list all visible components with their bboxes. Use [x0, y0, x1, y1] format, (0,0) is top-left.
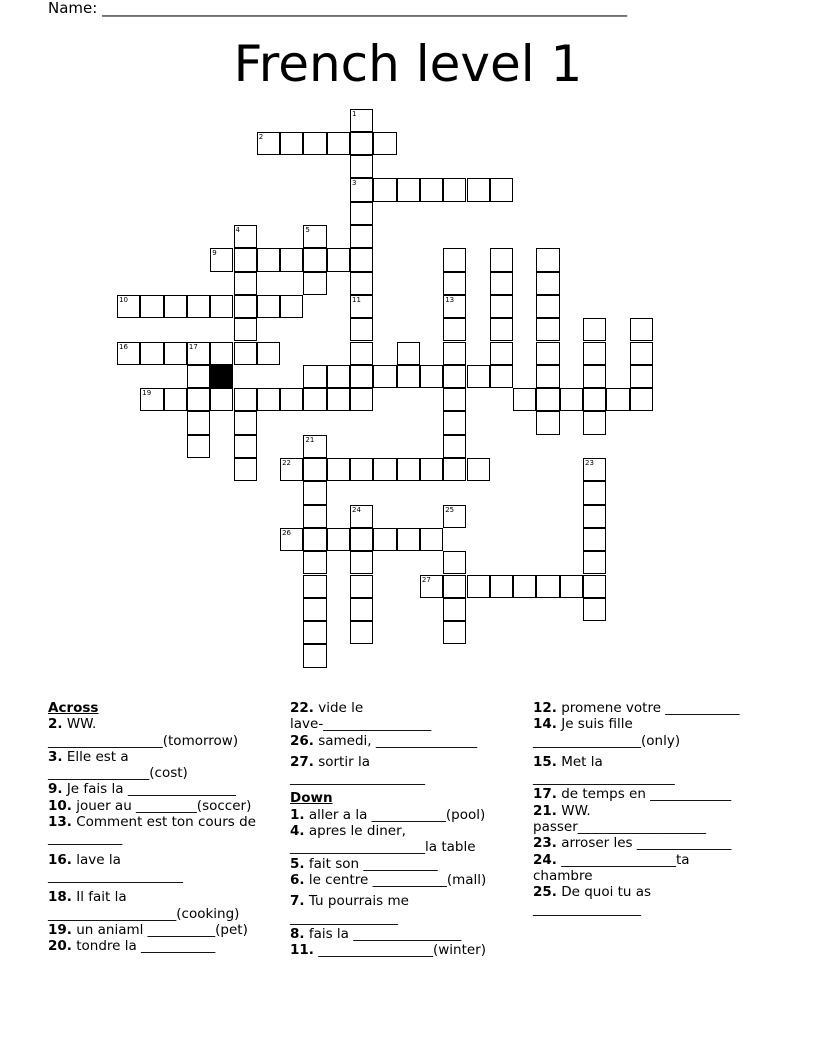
grid-cell[interactable]	[630, 388, 653, 411]
grid-cell[interactable]	[327, 458, 350, 481]
grid-cell[interactable]	[420, 458, 443, 481]
clue-item	[533, 884, 773, 917]
clue-number-label: 9.	[48, 781, 63, 798]
grid-cell[interactable]	[490, 248, 513, 271]
clue-number: 9	[212, 249, 217, 258]
grid-cell[interactable]	[583, 505, 606, 528]
clue-number-label: 2.	[48, 716, 63, 733]
clue-number-label: 12.	[533, 700, 557, 716]
grid-cell[interactable]	[303, 598, 326, 621]
clue-item	[533, 786, 773, 802]
grid-cell[interactable]	[583, 365, 606, 388]
clue-number: 4	[235, 226, 240, 234]
grid-cell[interactable]	[583, 318, 606, 341]
clue-text: tondre la ___________	[76, 938, 216, 955]
grid-cell[interactable]	[350, 551, 373, 574]
clue-item	[290, 807, 525, 823]
grid-cell[interactable]	[420, 528, 443, 551]
clue-text: Met la	[561, 753, 603, 770]
grid-cell[interactable]	[187, 295, 210, 318]
clue-text: _________________ta	[561, 851, 690, 868]
grid-cell[interactable]	[536, 318, 559, 341]
clue-number-label: 17.	[533, 786, 557, 803]
clue-number: 3	[352, 179, 357, 188]
grid-cell[interactable]	[187, 342, 210, 365]
grid-cell[interactable]	[583, 481, 606, 504]
clue-number-label: 13.	[48, 814, 72, 831]
clue-text: WW.	[66, 716, 97, 733]
grid-cell[interactable]	[490, 365, 513, 388]
grid-cell[interactable]	[630, 342, 653, 365]
clue-item	[48, 716, 278, 749]
grid-cell[interactable]	[373, 132, 396, 155]
clue-item	[48, 889, 278, 922]
across-heading: Across	[48, 700, 99, 716]
grid-cell[interactable]	[443, 248, 466, 271]
grid-cell[interactable]	[443, 178, 466, 201]
grid-cell[interactable]	[257, 388, 280, 411]
grid-cell[interactable]	[164, 295, 187, 318]
clue-text: passer___________________	[533, 819, 707, 836]
grid-cell[interactable]	[257, 342, 280, 365]
grid-cell[interactable]	[490, 178, 513, 201]
grid-cell[interactable]	[560, 388, 583, 411]
clue-text: ________________(only)	[533, 732, 681, 749]
grid-cell[interactable]	[210, 248, 233, 271]
grid-cell[interactable]	[280, 528, 303, 551]
grid-cell[interactable]	[397, 365, 420, 388]
grid-cell[interactable]	[583, 528, 606, 551]
grid-cell[interactable]	[513, 388, 536, 411]
clue-number: 17	[188, 342, 198, 351]
clue-item	[533, 835, 773, 851]
grid-cell[interactable]	[536, 342, 559, 365]
clue-number-label: 7.	[290, 893, 305, 910]
clue-number-label: 11.	[290, 942, 314, 959]
clues-column-3	[533, 700, 773, 917]
grid-cell[interactable]	[443, 388, 466, 411]
grid-cell[interactable]	[373, 528, 396, 551]
grid-cell[interactable]	[536, 248, 559, 271]
grid-cell[interactable]	[234, 388, 257, 411]
clue-number-label: 22.	[290, 700, 314, 716]
grid-cell[interactable]	[257, 248, 280, 271]
clue-text: _________________(tomorrow)	[48, 732, 239, 749]
grid-cell[interactable]	[350, 621, 373, 644]
grid-cell[interactable]	[467, 178, 490, 201]
grid-cell[interactable]	[373, 458, 396, 481]
grid-cell[interactable]	[234, 248, 257, 271]
grid-cell[interactable]	[420, 365, 443, 388]
grid-cell[interactable]	[327, 132, 350, 155]
clue-item	[533, 754, 773, 787]
clue-item	[290, 872, 525, 888]
grid-cell[interactable]	[443, 598, 466, 621]
grid-cell[interactable]	[303, 644, 326, 667]
clue-text: ___________________(cooking)	[48, 905, 240, 922]
clue-number-label: 8.	[290, 925, 305, 942]
clue-text: Je suis fille	[561, 716, 633, 733]
grid-cell[interactable]	[560, 575, 583, 598]
grid-cell[interactable]	[583, 598, 606, 621]
clue-text: Tu pourrais me	[308, 893, 409, 910]
clue-number: 22	[282, 459, 292, 467]
grid-cell[interactable]	[467, 575, 490, 598]
clue-number: 19	[142, 389, 152, 398]
clue-item	[290, 754, 525, 787]
clue-text: fait son ___________	[308, 855, 438, 872]
grid-cell[interactable]	[583, 458, 606, 481]
clue-number-label: 3.	[48, 748, 63, 765]
grid-cell[interactable]	[210, 388, 233, 411]
clue-text: lave la	[76, 851, 121, 868]
grid-cell[interactable]	[350, 295, 373, 318]
clue-text: fais la ________________	[308, 925, 462, 942]
grid-cell[interactable]	[280, 388, 303, 411]
grid-cell[interactable]	[443, 295, 466, 318]
grid-cell[interactable]	[303, 458, 326, 481]
grid-cell[interactable]	[490, 342, 513, 365]
grid-cell[interactable]	[443, 435, 466, 458]
grid-cell[interactable]	[443, 575, 466, 598]
clue-item	[290, 733, 525, 749]
grid-cell[interactable]	[350, 272, 373, 295]
grid-cell[interactable]	[303, 132, 326, 155]
clue-text: aller a la ___________(pool)	[308, 806, 486, 823]
grid-cell[interactable]	[187, 435, 210, 458]
grid-cell[interactable]	[443, 318, 466, 341]
grid-cell[interactable]	[397, 178, 420, 201]
grid-cell[interactable]	[536, 295, 559, 318]
grid-cell[interactable]	[467, 365, 490, 388]
grid-cell[interactable]	[327, 388, 350, 411]
clue-number-label: 6.	[290, 871, 305, 888]
grid-cell[interactable]	[350, 225, 373, 248]
clue-text: De quoi tu as	[561, 884, 652, 901]
grid-cell[interactable]	[303, 365, 326, 388]
clue-item	[48, 938, 278, 954]
clue-item	[48, 749, 278, 782]
grid-cell[interactable]	[327, 248, 350, 271]
grid-cell[interactable]	[234, 458, 257, 481]
grid-cell[interactable]	[443, 458, 466, 481]
clue-text: promene votre ___________	[561, 700, 740, 716]
grid-cell[interactable]	[373, 178, 396, 201]
grid-cell[interactable]	[303, 551, 326, 574]
grid-cell[interactable]	[443, 365, 466, 388]
grid-cell[interactable]	[303, 621, 326, 644]
grid-cell[interactable]	[350, 318, 373, 341]
grid-cell[interactable]	[443, 342, 466, 365]
clue-text: WW.	[561, 802, 591, 819]
clue-text: _____________________	[533, 770, 675, 787]
grid-cell[interactable]	[140, 342, 163, 365]
clue-item	[533, 852, 773, 885]
clue-text: Elle est a	[66, 748, 129, 765]
grid-cell[interactable]	[350, 388, 373, 411]
clue-number: 24	[352, 505, 361, 514]
grid-cell[interactable]	[140, 388, 163, 411]
black-square	[210, 365, 233, 388]
grid-cell[interactable]	[350, 155, 373, 178]
clue-number-label: 27.	[290, 753, 314, 770]
grid-cell[interactable]	[234, 272, 257, 295]
name-line[interactable]: Name: ______________________________________________________________________	[48, 0, 628, 17]
clue-text: ____________________la table	[290, 839, 476, 856]
grid-cell[interactable]	[443, 411, 466, 434]
grid-cell[interactable]	[117, 295, 140, 318]
clue-number-label: 14.	[533, 716, 557, 733]
grid-cell[interactable]	[397, 458, 420, 481]
grid-cell[interactable]	[536, 575, 559, 598]
grid-cell[interactable]	[513, 575, 536, 598]
grid-cell[interactable]	[583, 551, 606, 574]
clues-column-2	[290, 700, 525, 958]
grid-cell[interactable]	[443, 551, 466, 574]
grid-cell[interactable]	[583, 411, 606, 434]
grid-cell[interactable]	[350, 505, 373, 528]
clue-text: apres le diner,	[308, 823, 406, 840]
grid-cell[interactable]	[327, 365, 350, 388]
clue-number-label: 21.	[533, 802, 557, 819]
clue-item	[290, 823, 525, 856]
clue-number: 13	[445, 295, 455, 304]
clue-number-label: 26.	[290, 732, 314, 749]
grid-cell[interactable]	[397, 528, 420, 551]
grid-cell[interactable]	[536, 388, 559, 411]
grid-cell[interactable]	[583, 575, 606, 598]
clue-text: Comment est ton cours de	[76, 814, 256, 831]
clue-text: ___________	[48, 830, 123, 847]
clue-text: un aniaml __________(pet)	[76, 921, 248, 938]
clue-text: ________________	[290, 909, 398, 926]
clue-item	[290, 893, 525, 926]
grid-cell[interactable]	[234, 225, 257, 248]
clue-number-label: 24.	[533, 851, 557, 868]
grid-cell[interactable]	[234, 318, 257, 341]
grid-cell[interactable]	[490, 272, 513, 295]
grid-cell[interactable]	[303, 248, 326, 271]
clue-item	[290, 700, 525, 733]
grid-cell[interactable]	[350, 202, 373, 225]
clue-item	[533, 700, 773, 716]
clue-text: lave-________________	[290, 716, 432, 733]
clue-number-label: 16.	[48, 851, 72, 868]
grid-cell[interactable]	[606, 388, 629, 411]
grid-cell[interactable]	[280, 458, 303, 481]
grid-cell[interactable]	[490, 575, 513, 598]
clue-number-label: 25.	[533, 884, 557, 901]
grid-cell[interactable]	[187, 388, 210, 411]
clue-item	[290, 942, 525, 958]
grid-cell[interactable]	[257, 132, 280, 155]
clue-number-label: 15.	[533, 753, 557, 770]
grid-cell[interactable]	[373, 365, 396, 388]
grid-cell[interactable]	[350, 342, 373, 365]
grid-cell[interactable]	[420, 575, 443, 598]
clue-item	[290, 926, 525, 942]
clue-number-label: 5.	[290, 855, 305, 872]
clue-item	[290, 856, 525, 872]
grid-cell[interactable]	[280, 248, 303, 271]
grid-cell[interactable]	[583, 388, 606, 411]
grid-cell[interactable]	[303, 388, 326, 411]
grid-cell[interactable]	[443, 272, 466, 295]
clue-text: Je fais la ________________	[66, 781, 236, 798]
clue-number: 25	[445, 505, 455, 514]
grid-cell[interactable]	[350, 132, 373, 155]
grid-cell[interactable]	[303, 575, 326, 598]
clue-number-label: 23.	[533, 835, 557, 852]
clue-number: 5	[305, 226, 310, 234]
clue-item	[48, 798, 278, 814]
clue-number: 23	[585, 459, 594, 467]
clue-number: 27	[421, 575, 431, 584]
clue-text: vide le	[318, 700, 364, 716]
clue-item	[533, 803, 773, 836]
grid-cell[interactable]	[303, 481, 326, 504]
clue-item	[48, 922, 278, 938]
clue-number-label: 1.	[290, 806, 305, 823]
grid-cell[interactable]	[350, 178, 373, 201]
clue-text: _______________(cost)	[48, 765, 188, 782]
clue-number-label: 19.	[48, 921, 72, 938]
clue-text: ____________________	[48, 867, 183, 884]
clue-text: chambre	[533, 867, 593, 884]
clue-item	[48, 852, 278, 885]
grid-cell[interactable]	[117, 342, 140, 365]
grid-cell[interactable]	[350, 598, 373, 621]
grid-cell[interactable]	[536, 411, 559, 434]
grid-cell[interactable]	[234, 342, 257, 365]
grid-cell[interactable]	[303, 225, 326, 248]
grid-cell[interactable]	[140, 295, 163, 318]
clues-column-1	[48, 700, 278, 954]
grid-cell[interactable]	[630, 318, 653, 341]
clue-number: 26	[282, 528, 292, 537]
grid-cell[interactable]	[350, 248, 373, 271]
grid-cell[interactable]	[583, 342, 606, 365]
grid-cell[interactable]	[350, 365, 373, 388]
clue-text: sortir la	[318, 753, 370, 770]
grid-cell[interactable]	[187, 411, 210, 434]
clue-text: de temps en ____________	[561, 786, 732, 803]
grid-cell[interactable]	[234, 411, 257, 434]
grid-cell[interactable]	[467, 458, 490, 481]
grid-cell[interactable]	[257, 295, 280, 318]
down-heading: Down	[290, 790, 333, 807]
clue-item	[533, 716, 773, 749]
clue-text: Il fait la	[76, 889, 127, 906]
clue-item	[48, 814, 278, 847]
grid-cell[interactable]	[327, 528, 350, 551]
grid-cell[interactable]	[280, 132, 303, 155]
grid-cell[interactable]	[234, 295, 257, 318]
grid-cell[interactable]	[630, 365, 653, 388]
grid-cell[interactable]	[443, 505, 466, 528]
clue-number-label: 4.	[290, 823, 305, 840]
grid-cell[interactable]	[303, 272, 326, 295]
clue-number: 10	[119, 295, 128, 304]
clue-number: 16	[119, 342, 128, 351]
grid-cell[interactable]	[303, 528, 326, 551]
grid-cell[interactable]	[536, 365, 559, 388]
grid-cell[interactable]	[350, 528, 373, 551]
clue-number-label: 10.	[48, 797, 72, 814]
grid-cell[interactable]	[490, 318, 513, 341]
grid-cell[interactable]	[210, 342, 233, 365]
grid-cell[interactable]	[443, 621, 466, 644]
grid-cell[interactable]	[303, 435, 326, 458]
grid-cell[interactable]	[420, 178, 443, 201]
grid-cell[interactable]	[234, 435, 257, 458]
clue-text: le centre ___________(mall)	[308, 871, 487, 888]
clue-number-label: 20.	[48, 938, 72, 955]
grid-cell[interactable]	[187, 365, 210, 388]
clue-text: arroser les ______________	[561, 835, 732, 852]
grid-cell[interactable]	[536, 272, 559, 295]
grid-cell[interactable]	[397, 342, 420, 365]
clue-number: 11	[352, 295, 361, 304]
clue-text: ____________________	[290, 770, 425, 787]
grid-cell[interactable]	[210, 295, 233, 318]
grid-cell[interactable]	[164, 342, 187, 365]
clue-text: _________________(winter)	[318, 942, 486, 959]
grid-cell[interactable]	[164, 388, 187, 411]
clue-number: 1	[352, 109, 357, 118]
clue-number: 2	[258, 132, 264, 141]
grid-cell[interactable]	[350, 458, 373, 481]
clue-text: samedi, _______________	[318, 732, 478, 749]
clue-number-label: 18.	[48, 889, 72, 906]
grid-cell[interactable]	[280, 295, 303, 318]
grid-cell[interactable]	[350, 575, 373, 598]
grid-cell[interactable]	[490, 295, 513, 318]
clue-text: ________________	[533, 900, 641, 917]
grid-cell[interactable]	[350, 109, 373, 132]
clue-number: 21	[305, 435, 315, 444]
clue-item	[48, 781, 278, 797]
page-title: French level 1	[233, 35, 583, 93]
grid-cell[interactable]	[303, 505, 326, 528]
clue-text: jouer au _________(soccer)	[76, 797, 252, 814]
